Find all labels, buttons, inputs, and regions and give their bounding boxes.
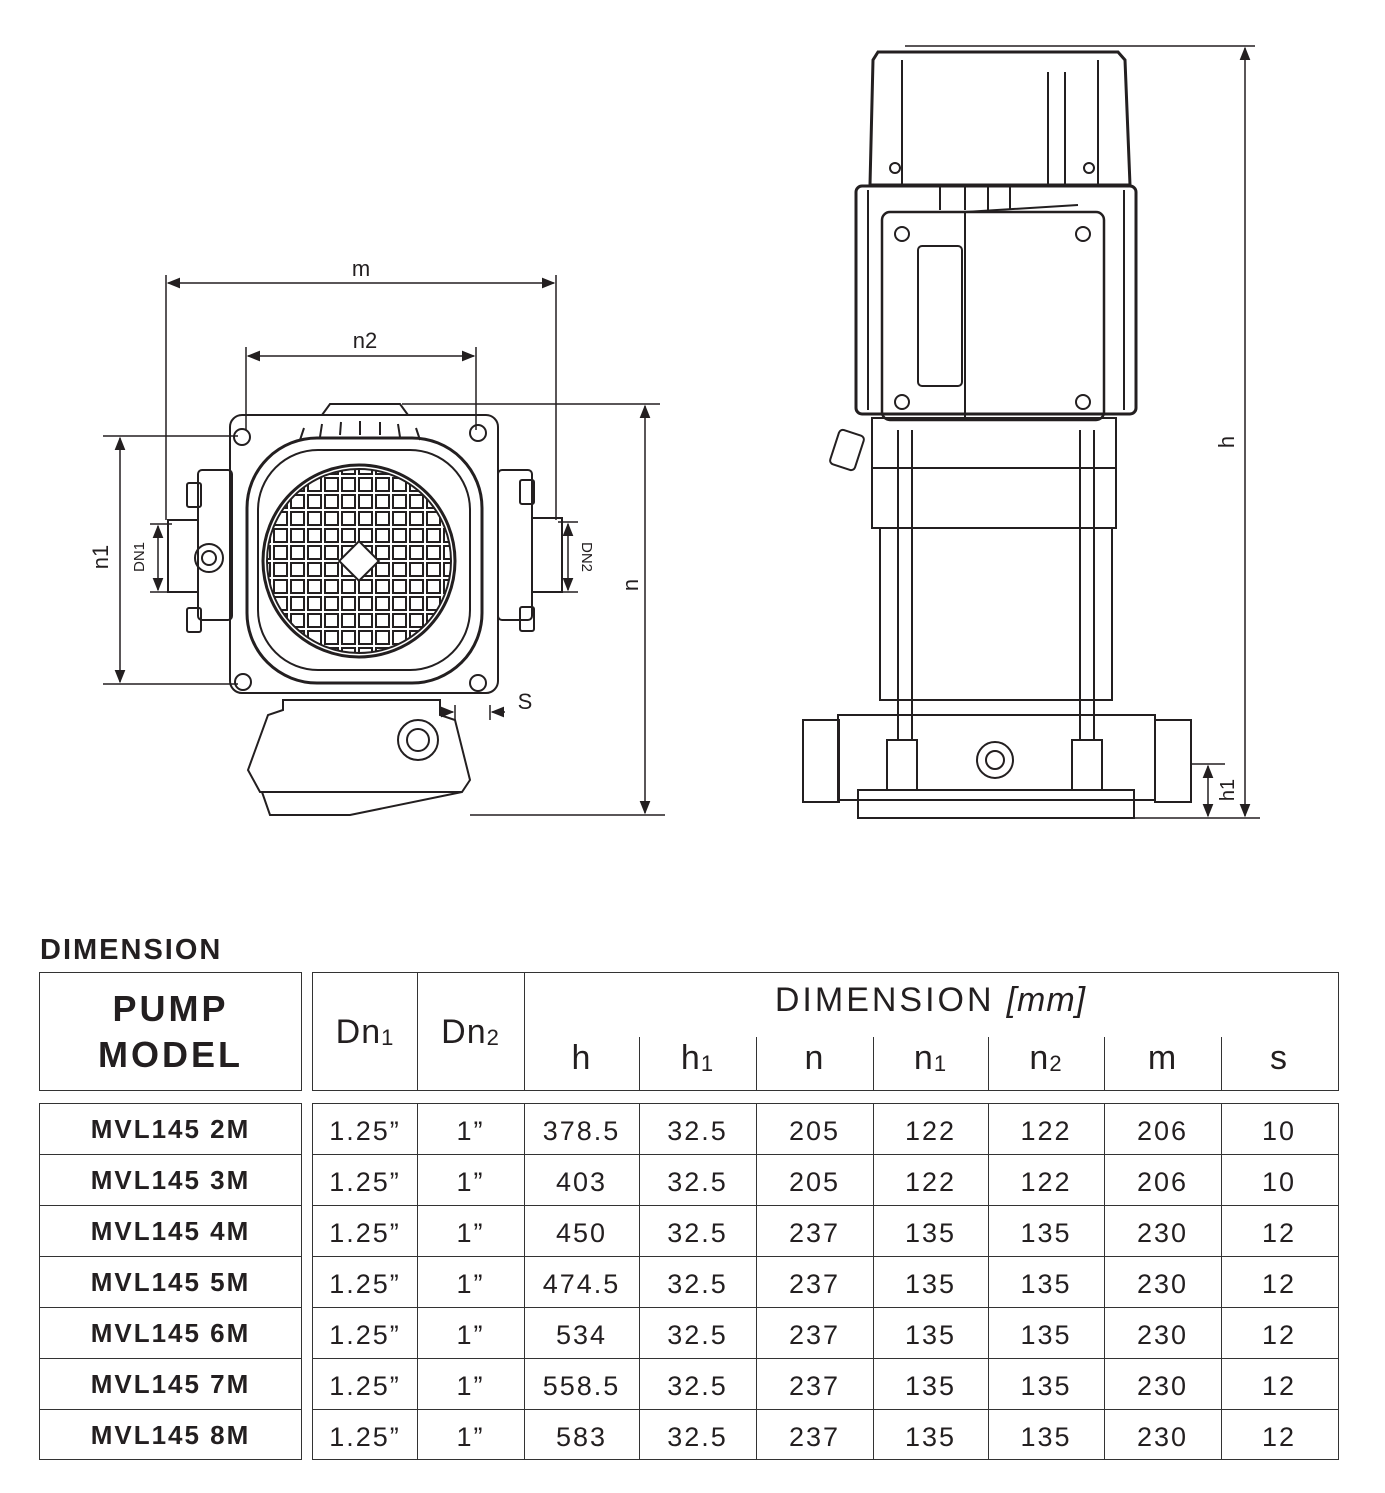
table-cell: 12 — [1261, 1218, 1297, 1248]
table-cell: 1” — [456, 1422, 485, 1452]
table-row — [313, 1104, 1338, 1155]
table-row — [313, 1410, 1338, 1461]
table-row — [313, 1206, 1338, 1257]
table-cell: 1” — [456, 1167, 485, 1197]
table-cell: 1.25” — [329, 1218, 401, 1248]
table-cell: 450 — [555, 1218, 608, 1248]
column-header — [873, 1039, 988, 1078]
table-row — [313, 1155, 1338, 1206]
column-header — [756, 1039, 873, 1078]
column-header-symbol: Dn — [335, 1013, 382, 1051]
table-cell: 237 — [788, 1422, 841, 1452]
table-cell: 237 — [788, 1269, 841, 1299]
table-cell: 1” — [456, 1218, 485, 1248]
model-cell: MVL145 7M — [40, 1359, 301, 1410]
model-cell: MVL145 2M — [40, 1104, 301, 1155]
table-cell: 205 — [788, 1167, 841, 1197]
table-cell: 135 — [1020, 1269, 1072, 1299]
column-header — [1104, 1039, 1221, 1078]
table-cell: 32.5 — [667, 1422, 728, 1452]
table-cell: 230 — [1136, 1422, 1189, 1452]
column-header-subscript: 2 — [486, 1025, 500, 1050]
table-cell: 135 — [1020, 1371, 1072, 1401]
dimension-unit: [mm] — [1006, 981, 1087, 1019]
column-header-symbol: h — [571, 1039, 592, 1077]
table-cell: 205 — [788, 1116, 841, 1146]
table-cell: 135 — [904, 1320, 957, 1350]
table-row — [313, 1308, 1338, 1359]
column-header-symbol: m — [1147, 1039, 1178, 1077]
table-cell: 1” — [456, 1269, 485, 1299]
column-header-symbol: n — [804, 1039, 825, 1077]
table-cell: 534 — [555, 1320, 608, 1350]
table-cell: 230 — [1136, 1320, 1189, 1350]
table-cell: 12 — [1261, 1320, 1297, 1350]
table-cell: 135 — [904, 1269, 957, 1299]
table-cell: 237 — [788, 1218, 841, 1248]
table-cell: 135 — [1020, 1320, 1072, 1350]
table-cell: 12 — [1261, 1269, 1297, 1299]
dim-label-dn1: DN1 — [131, 541, 148, 573]
column-header-symbol: n — [913, 1039, 934, 1077]
column-header-symbol: h — [680, 1039, 701, 1077]
pump-model-header-line2: MODEL — [98, 1033, 243, 1075]
table-cell: 32.5 — [667, 1320, 728, 1350]
table-cell: 230 — [1136, 1269, 1189, 1299]
table-cell: 135 — [904, 1371, 957, 1401]
column-header — [313, 1013, 417, 1052]
table-cell: 230 — [1136, 1218, 1189, 1248]
table-cell: 32.5 — [667, 1116, 728, 1146]
pump-model-header-line1: PUMP — [112, 987, 229, 1029]
dimension-super-header-label: DIMENSION — [774, 981, 995, 1019]
column-header-subscript: 1 — [700, 1051, 715, 1076]
table-cell: 10 — [1261, 1167, 1297, 1197]
column-header — [524, 1039, 639, 1078]
table-cell: 135 — [904, 1218, 957, 1248]
table-cell: 237 — [788, 1371, 841, 1401]
table-cell: 1.25” — [329, 1371, 401, 1401]
dim-label-n1: n1 — [88, 544, 113, 570]
model-cell: MVL145 5M — [40, 1257, 301, 1308]
table-cell: 32.5 — [667, 1269, 728, 1299]
column-header-subscript: 2 — [1049, 1051, 1063, 1076]
column-header — [988, 1039, 1104, 1078]
table-cell: 32.5 — [667, 1218, 728, 1248]
table-row — [313, 1359, 1338, 1410]
table-cell: 583 — [555, 1422, 608, 1452]
dimension-table-header — [312, 972, 1339, 1091]
table-cell: 122 — [904, 1167, 957, 1197]
table-cell: 122 — [904, 1116, 957, 1146]
pump-model-header — [39, 972, 302, 1091]
dim-label-n: n — [618, 578, 643, 592]
table-cell: 558.5 — [542, 1371, 621, 1401]
table-cell: 1” — [456, 1320, 485, 1350]
table-cell: 206 — [1136, 1167, 1189, 1197]
column-header — [639, 1039, 756, 1078]
table-cell: 1.25” — [329, 1167, 401, 1197]
column-header-symbol: n — [1029, 1039, 1050, 1077]
table-cell: 12 — [1261, 1422, 1297, 1452]
table-cell: 230 — [1136, 1371, 1189, 1401]
model-cell: MVL145 4M — [40, 1206, 301, 1257]
table-row — [313, 1257, 1338, 1308]
table-cell: 378.5 — [542, 1116, 621, 1146]
table-cell: 10 — [1261, 1116, 1297, 1146]
dim-label-s: S — [517, 689, 533, 714]
dim-label-m: m — [351, 256, 371, 281]
table-cell: 32.5 — [667, 1167, 728, 1197]
table-cell: 135 — [1020, 1422, 1072, 1452]
dim-label-h1: h1 — [1217, 778, 1239, 802]
model-cell: MVL145 3M — [40, 1155, 301, 1206]
section-title: DIMENSION — [40, 934, 223, 966]
column-header-symbol: Dn — [441, 1013, 487, 1051]
dim-label-n2: n2 — [352, 328, 378, 353]
column-header — [1221, 1039, 1337, 1078]
column-header-subscript: 1 — [381, 1025, 395, 1050]
model-cell: MVL145 6M — [40, 1308, 301, 1359]
table-cell: 135 — [1020, 1218, 1072, 1248]
column-header-symbol: s — [1270, 1039, 1288, 1077]
table-cell: 122 — [1020, 1167, 1072, 1197]
table-cell: 12 — [1261, 1371, 1297, 1401]
table-cell: 403 — [555, 1167, 608, 1197]
column-header-subscript: 1 — [933, 1051, 948, 1076]
side-view — [803, 52, 1191, 818]
table-cell: 474.5 — [542, 1269, 621, 1299]
table-cell: 32.5 — [667, 1371, 728, 1401]
table-cell: 237 — [788, 1320, 841, 1350]
dimension-super-header — [524, 981, 1337, 1020]
table-cell: 1.25” — [329, 1269, 401, 1299]
table-cell: 135 — [904, 1422, 957, 1452]
table-cell: 206 — [1136, 1116, 1189, 1146]
table-cell: 1.25” — [329, 1320, 401, 1350]
front-view — [168, 404, 562, 815]
table-cell: 1.25” — [329, 1422, 401, 1452]
model-cell: MVL145 8M — [90, 1420, 251, 1450]
table-cell: 1” — [456, 1116, 485, 1146]
table-cell: 122 — [1020, 1116, 1072, 1146]
column-header — [417, 1013, 524, 1052]
dimension-table-body — [312, 1103, 1339, 1460]
dim-label-h: h — [1214, 435, 1239, 449]
table-cell: 1” — [456, 1371, 485, 1401]
pump-model-list — [39, 1103, 302, 1460]
table-cell: 1.25” — [329, 1116, 401, 1146]
dim-label-dn2: DN2 — [578, 541, 595, 573]
